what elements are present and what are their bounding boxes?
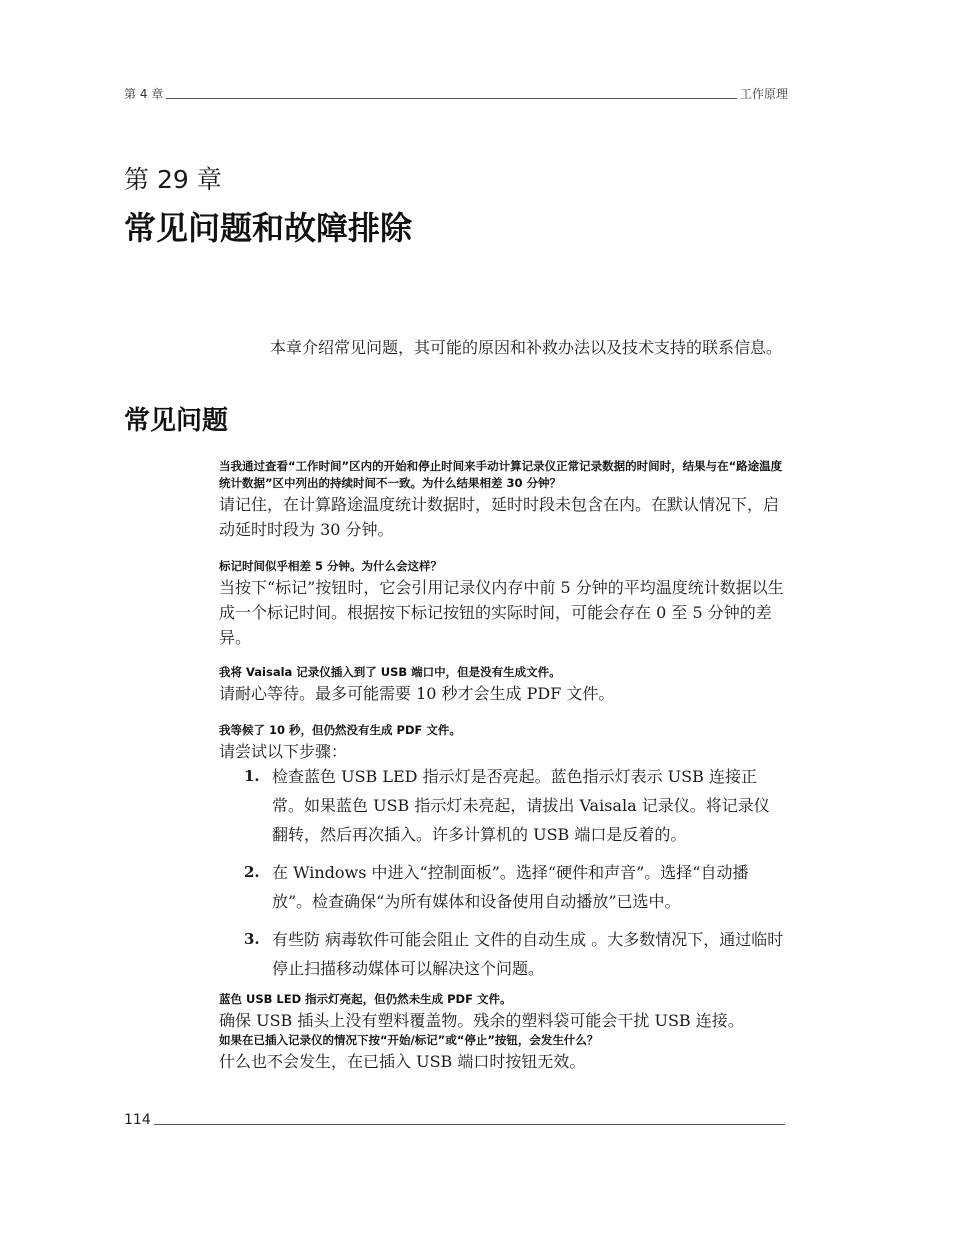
section-heading: 常见问题 xyxy=(124,406,229,436)
faq-answer: 当按下“标记”按钮时，它会引用记录仪内存中前 5 分钟的平均温度统计数据以生成一个标记时间。根据按下标记按钮的实际时间，可能会存在 0 至 5 分钟的差异。 xyxy=(219,578,784,647)
faq-answer: 请尝试以下步骤： xyxy=(219,742,348,761)
faq-question: 如果在已插入记录仪的情况下按“开始/标记”或“停止”按钮，会发生什么？ xyxy=(219,1033,599,1047)
step-item xyxy=(244,925,785,983)
chapter-number: 第 29 章 xyxy=(124,165,222,194)
step-number: 1. xyxy=(244,767,260,785)
header-section: 工作原理 xyxy=(739,87,788,101)
faq-question: 当我通过查看“工作时间”区内的开始和停止时间来手动计算记录仪正常记录数据的时间时，结果与在“路途温度统计数据”区中列出的持续时间不一致。为什么结果相差 30 分钟？ xyxy=(219,459,783,490)
chapter-intro: 本章介绍常见问题，其可能的原因和补救办法以及技术支持的联系信息。 xyxy=(270,338,783,357)
step-text: 在 Windows 中进入“控制面板”。选择“硬件和声音”。选择“自动播放”。检查确保“为所有媒体和设备使用自动播放”已选中。 xyxy=(272,863,749,911)
faq-question: 我将 Vaisala 记录仪插入到了 USB 端口中，但是没有生成文件。 xyxy=(219,665,561,679)
faq-item xyxy=(219,558,785,650)
faq-answer: 什么也不会发生，在已插入 USB 端口时按钮无效。 xyxy=(219,1052,586,1071)
faq-item xyxy=(219,722,785,764)
step-text: 有些防 病毒软件可能会阻止 文件的自动生成 。大多数情况下，通过临时停止扫描移动媒体可以解决这个问题。 xyxy=(272,930,784,978)
faq-item xyxy=(219,458,785,542)
step-item xyxy=(244,762,785,849)
faq-answer: 请记住，在计算路途温度统计数据时，延时时段未包含在内。在默认情况下，启动延时时段为 30 分钟。 xyxy=(219,495,780,539)
faq-question: 标记时间似乎相差 5 分钟。为什么会这样？ xyxy=(219,559,443,573)
step-number: 2. xyxy=(244,863,260,881)
running-header xyxy=(124,84,788,102)
step-number: 3. xyxy=(244,930,260,948)
faq-question: 我等候了 10 秒，但仍然没有生成 PDF 文件。 xyxy=(219,723,461,737)
page-number: 114 xyxy=(124,1112,151,1128)
troubleshooting-steps xyxy=(244,762,785,983)
header-rule xyxy=(166,97,737,99)
faq-item xyxy=(219,664,785,706)
faq-item xyxy=(219,991,785,1033)
faq-item xyxy=(219,1032,785,1074)
step-item xyxy=(244,858,785,916)
footer-rule xyxy=(154,1123,785,1125)
faq-answer: 请耐心等待。最多可能需要 10 秒才会生成 PDF 文件。 xyxy=(219,684,615,703)
faq-question: 蓝色 USB LED 指示灯亮起，但仍然未生成 PDF 文件。 xyxy=(219,992,512,1006)
step-text: 检查蓝色 USB LED 指示灯是否亮起。蓝色指示灯表示 USB 连接正常。如果蓝色 USB 指示灯未亮起，请拔出 Vaisala 记录仪。将记录仪翻转，然后再次插入。许多计算机的 USB 端口是反着的。 xyxy=(272,767,770,844)
running-footer xyxy=(124,1110,785,1128)
header-chapter: 第 4 章 xyxy=(124,87,164,101)
faq-answer: 确保 USB 插头上没有塑料覆盖物。残余的塑料袋可能会干扰 USB 连接。 xyxy=(219,1011,744,1030)
chapter-title: 常见问题和故障排除 xyxy=(124,209,413,247)
